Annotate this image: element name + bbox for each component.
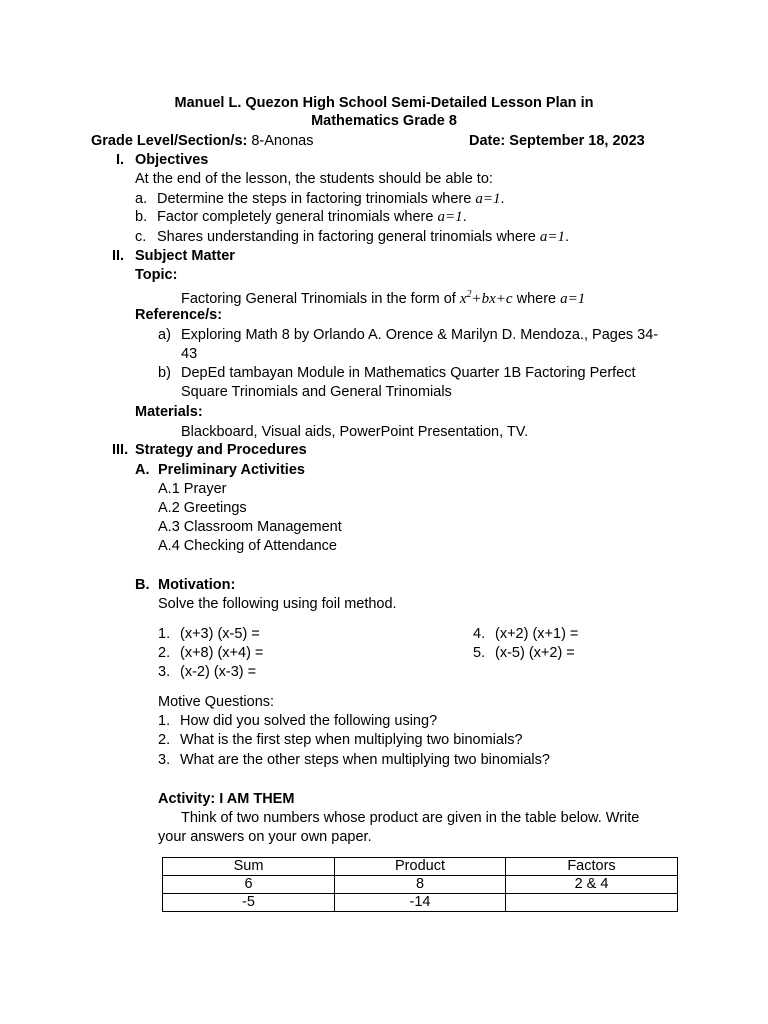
title-line-1: Manuel L. Quezon High School Semi-Detailed Lesson Plan in (174, 95, 594, 111)
motive-number: 3. (158, 752, 171, 768)
motive-question (158, 712, 437, 730)
strategy-numeral: III. (112, 442, 129, 458)
objective-math: a=1 (539, 229, 565, 245)
objective-item (135, 208, 467, 226)
subject-heading: Subject Matter (135, 248, 235, 264)
objectives-intro: At the end of the lesson, the students should be able to: (135, 171, 493, 187)
objective-math: a=1 (437, 209, 463, 225)
foil-item (473, 644, 575, 662)
prelim-item: A.2 Greetings (158, 500, 247, 516)
motivation-heading: Motivation: (158, 577, 236, 593)
topic-math-x: x (459, 291, 467, 307)
topic-math-exponent: 2 (466, 289, 472, 300)
subject-numeral: II. (112, 248, 125, 264)
objective-suffix: . (462, 209, 467, 225)
foil-number: 2. (158, 645, 171, 661)
table-header-cell: Sum (163, 858, 335, 876)
foil-expression: (x+3) (x-5) = (180, 626, 260, 642)
objective-text: Shares understanding in factoring general trinomials where (157, 229, 540, 245)
activity-text-line: your answers on your own paper. (158, 829, 372, 845)
materials-text: Blackboard, Visual aids, PowerPoint Presentation, TV. (181, 424, 529, 440)
reference-line: 43 (181, 346, 198, 362)
table-row (163, 894, 678, 912)
table-cell: -5 (163, 894, 335, 912)
table-row (163, 876, 678, 894)
motive-question (158, 751, 550, 769)
foil-item (158, 644, 263, 662)
topic-math-rest: +bx+c (471, 291, 513, 307)
table-header-cell: Factors (506, 858, 678, 876)
table-header-row (163, 858, 678, 876)
materials-label: Materials: (135, 404, 203, 420)
activity-text-line: Think of two numbers whose product are given in the table below. Write (181, 810, 640, 826)
foil-expression: (x-2) (x-3) = (180, 664, 257, 680)
foil-expression: (x+2) (x+1) = (495, 626, 579, 642)
objective-label: b. (135, 209, 148, 225)
foil-number: 3. (158, 664, 171, 680)
reference-line: DepEd tambayan Module in Mathematics Quarter 1B Factoring Perfect (181, 365, 636, 381)
reference-line: Exploring Math 8 by Orlando A. Orence & Marilyn D. Mendoza., Pages 34- (181, 327, 659, 343)
reference-label: b) (158, 365, 171, 381)
topic-math-a: a=1 (560, 291, 586, 307)
motivation-intro: Solve the following using foil method. (158, 596, 397, 612)
prelim-item: A.4 Checking of Attendance (158, 538, 337, 554)
foil-item (158, 625, 260, 643)
grade-level (91, 132, 313, 150)
reference-label: a) (158, 327, 171, 343)
prelim-label: A. (135, 462, 150, 478)
motive-text: What are the other steps when multiplying two binomials? (180, 752, 550, 768)
prelim-heading: Preliminary Activities (158, 462, 305, 478)
table-header-cell: Product (335, 858, 506, 876)
objective-label: c. (135, 229, 147, 245)
lesson-date: Date: September 18, 2023 (469, 133, 645, 149)
grade-label: Grade Level/Section/s: (91, 133, 248, 149)
motive-heading: Motive Questions: (158, 694, 275, 710)
factors-table (162, 857, 678, 912)
topic-text-main: Factoring General Trinomials in the form of (181, 291, 460, 307)
foil-expression: (x-5) (x+2) = (495, 645, 575, 661)
activity-heading: Activity: I AM THEM (158, 791, 295, 807)
objective-text: Factor completely general trinomials where (157, 209, 438, 225)
objective-label: a. (135, 191, 148, 207)
objectives-heading: Objectives (135, 152, 209, 168)
foil-number: 5. (473, 645, 486, 661)
objective-item (135, 228, 569, 246)
strategy-heading: Strategy and Procedures (135, 442, 307, 458)
table-cell: 6 (163, 876, 335, 894)
motive-question (158, 731, 523, 749)
foil-number: 4. (473, 626, 486, 642)
table-cell (506, 894, 678, 912)
topic-math (460, 291, 513, 307)
table-cell: 2 & 4 (506, 876, 678, 894)
topic-where: where (512, 291, 561, 307)
foil-number: 1. (158, 626, 171, 642)
topic-label: Topic: (135, 267, 178, 283)
motivation-label: B. (135, 577, 150, 593)
motive-number: 2. (158, 732, 171, 748)
topic-text (181, 286, 585, 308)
objective-suffix: . (500, 191, 505, 207)
prelim-item: A.3 Classroom Management (158, 519, 342, 535)
table-cell: 8 (335, 876, 506, 894)
objective-suffix: . (564, 229, 570, 245)
grade-value: 8-Anonas (247, 133, 314, 149)
reference-line: Square Trinomials and General Trinomials (181, 384, 452, 400)
objectives-numeral: I. (116, 152, 125, 168)
motive-text: What is the first step when multiplying two binomials? (180, 732, 523, 748)
motive-text: How did you solved the following using? (180, 713, 438, 729)
references-label: Reference/s: (135, 307, 223, 323)
objective-math: a=1 (475, 191, 501, 207)
prelim-item: A.1 Prayer (158, 481, 227, 497)
motive-number: 1. (158, 713, 171, 729)
title-line-2: Mathematics Grade 8 (311, 113, 457, 129)
objective-text: Determine the steps in factoring trinomials where (157, 191, 476, 207)
objective-item (135, 190, 505, 208)
foil-item (158, 663, 256, 681)
foil-expression: (x+8) (x+4) = (180, 645, 264, 661)
table-cell: -14 (335, 894, 506, 912)
foil-item (473, 625, 578, 643)
